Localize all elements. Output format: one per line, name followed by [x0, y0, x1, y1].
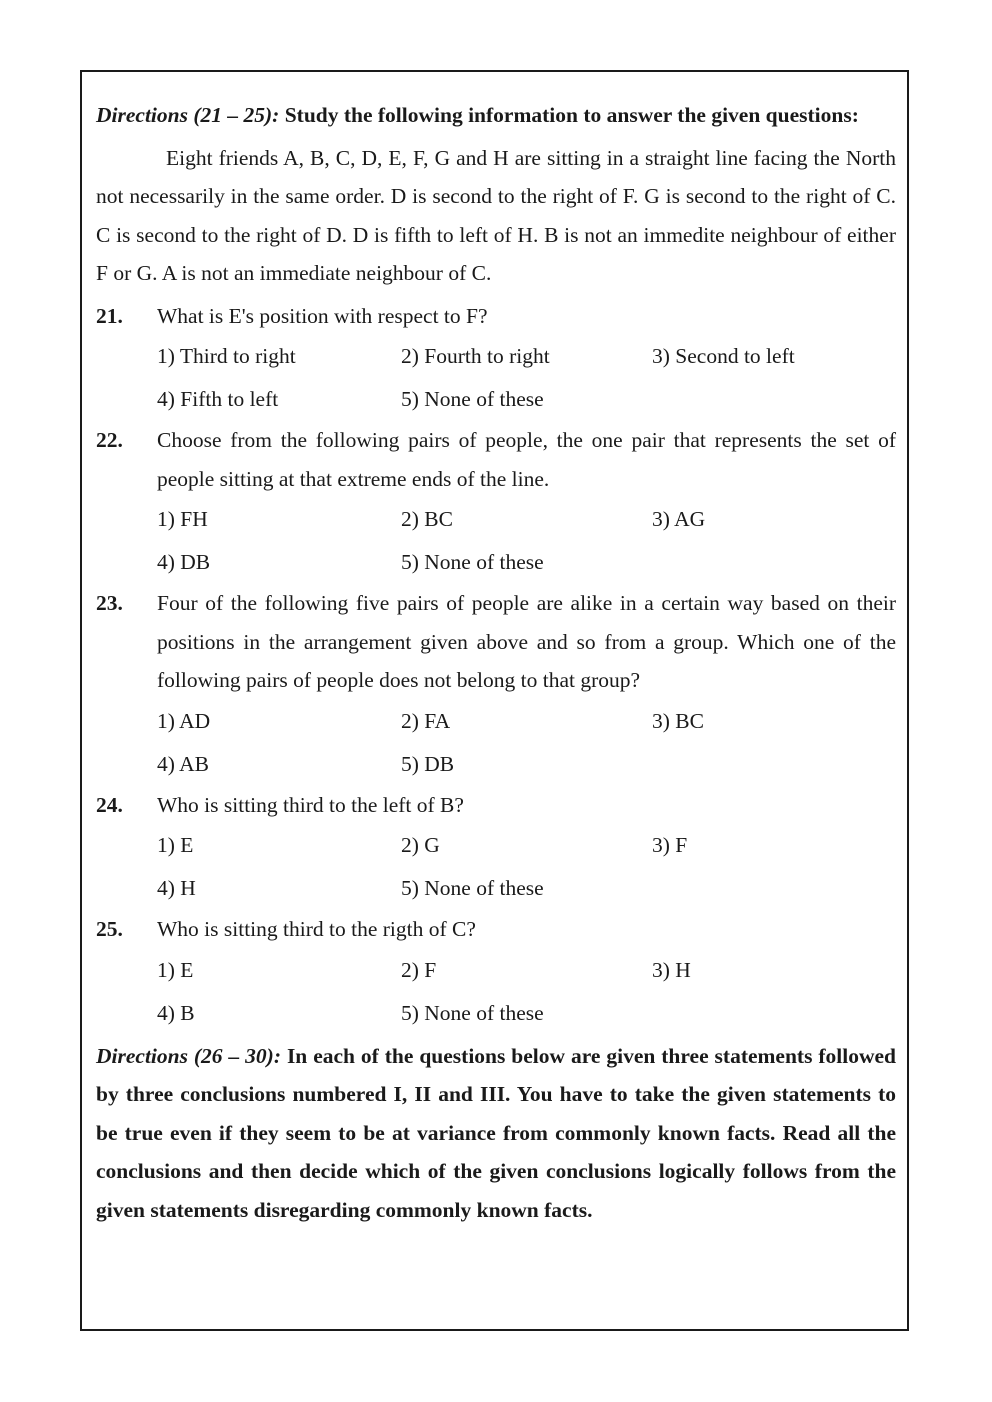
option-2[interactable]: 2) BC: [401, 507, 453, 531]
question-25: [96, 910, 896, 1035]
option-2[interactable]: 2) F: [401, 957, 437, 982]
option-5[interactable]: 5) None of these: [401, 387, 544, 411]
option-3[interactable]: 3) AG: [652, 507, 706, 531]
directions-label: Directions (21 – 25):: [96, 103, 280, 127]
passage: Eight friends A, B, C, D, E, F, G and H are sitting in a straight line facing the North not necessarily in the same order. D is second to the right of F. G is second to the right of C. C is second to the right of D. D is fifth to left of H. B is not an immedite neighbour of either F or G. A is not an immediate neighbour of C.: [96, 145, 896, 285]
option-3[interactable]: 3) BC: [652, 708, 704, 733]
option-5[interactable]: 5) None of these: [401, 550, 544, 574]
option-1[interactable]: 1) AD: [157, 708, 211, 733]
options: [157, 700, 896, 786]
option-3[interactable]: 3) H: [652, 957, 691, 982]
option-4[interactable]: 4) B: [157, 1000, 195, 1025]
question-number: 23.: [96, 591, 123, 615]
question-text: Four of the following five pairs of people are alike in a certain way based on their positions in the arrangement given above and so from a group. Which one of the following pairs of people does not belong to that group?: [157, 591, 896, 692]
question-number: 24.: [96, 792, 123, 817]
question-21: [96, 297, 896, 422]
question-text: What is E's position with respect to F?: [157, 303, 488, 328]
question-number: 21.: [96, 303, 123, 328]
option-4[interactable]: 4) H: [157, 876, 196, 900]
option-5[interactable]: 5) None of these: [401, 876, 544, 900]
question-text: Who is sitting third to the left of B?: [157, 792, 464, 817]
options: [157, 824, 896, 910]
question-22: [96, 421, 896, 584]
question-text: Who is sitting third to the rigth of C?: [157, 917, 476, 941]
directions-26-30: [96, 1037, 896, 1230]
question-text: Choose from the following pairs of people, the one pair that represents the set of people sitting at that extreme ends of the line.: [157, 428, 896, 491]
directions-text: In each of the questions below are given three statements followed by three conclusions numbered I, II and III. You have to take the given statements to be true even if they seem to be at variance from commonly known facts. Read all the conclusions and then decide which of the given conclusions logically follows from the given statements disregarding commonly known facts.: [96, 1043, 897, 1222]
option-1[interactable]: 1) E: [157, 833, 194, 857]
option-2[interactable]: 2) G: [401, 833, 440, 857]
option-1[interactable]: 1) FH: [157, 507, 208, 531]
option-1[interactable]: 1) E: [157, 957, 194, 982]
option-2[interactable]: 2) Fourth to right: [401, 344, 550, 368]
option-2[interactable]: 2) FA: [401, 708, 451, 733]
option-5[interactable]: 5) None of these: [401, 1000, 544, 1025]
question-23: [96, 584, 896, 786]
directions-text: Study the following information to answer the given questions:: [284, 103, 859, 127]
option-3[interactable]: 3) F: [652, 833, 688, 857]
options: [157, 335, 896, 421]
option-4[interactable]: 4) AB: [157, 751, 209, 776]
option-3[interactable]: 3) Second to left: [652, 344, 795, 368]
options: [157, 949, 896, 1035]
options: [157, 498, 896, 584]
directions-label: Directions (26 – 30):: [96, 1043, 281, 1068]
directions-21-25: [96, 96, 896, 135]
question-number: 25.: [96, 917, 123, 941]
question-24: [96, 786, 896, 911]
option-4[interactable]: 4) Fifth to left: [157, 387, 279, 411]
page-content: [96, 96, 896, 1229]
question-number: 22.: [96, 428, 123, 452]
option-5[interactable]: 5) DB: [401, 751, 455, 776]
option-1[interactable]: 1) Third to right: [157, 344, 296, 368]
option-4[interactable]: 4) DB: [157, 550, 211, 574]
